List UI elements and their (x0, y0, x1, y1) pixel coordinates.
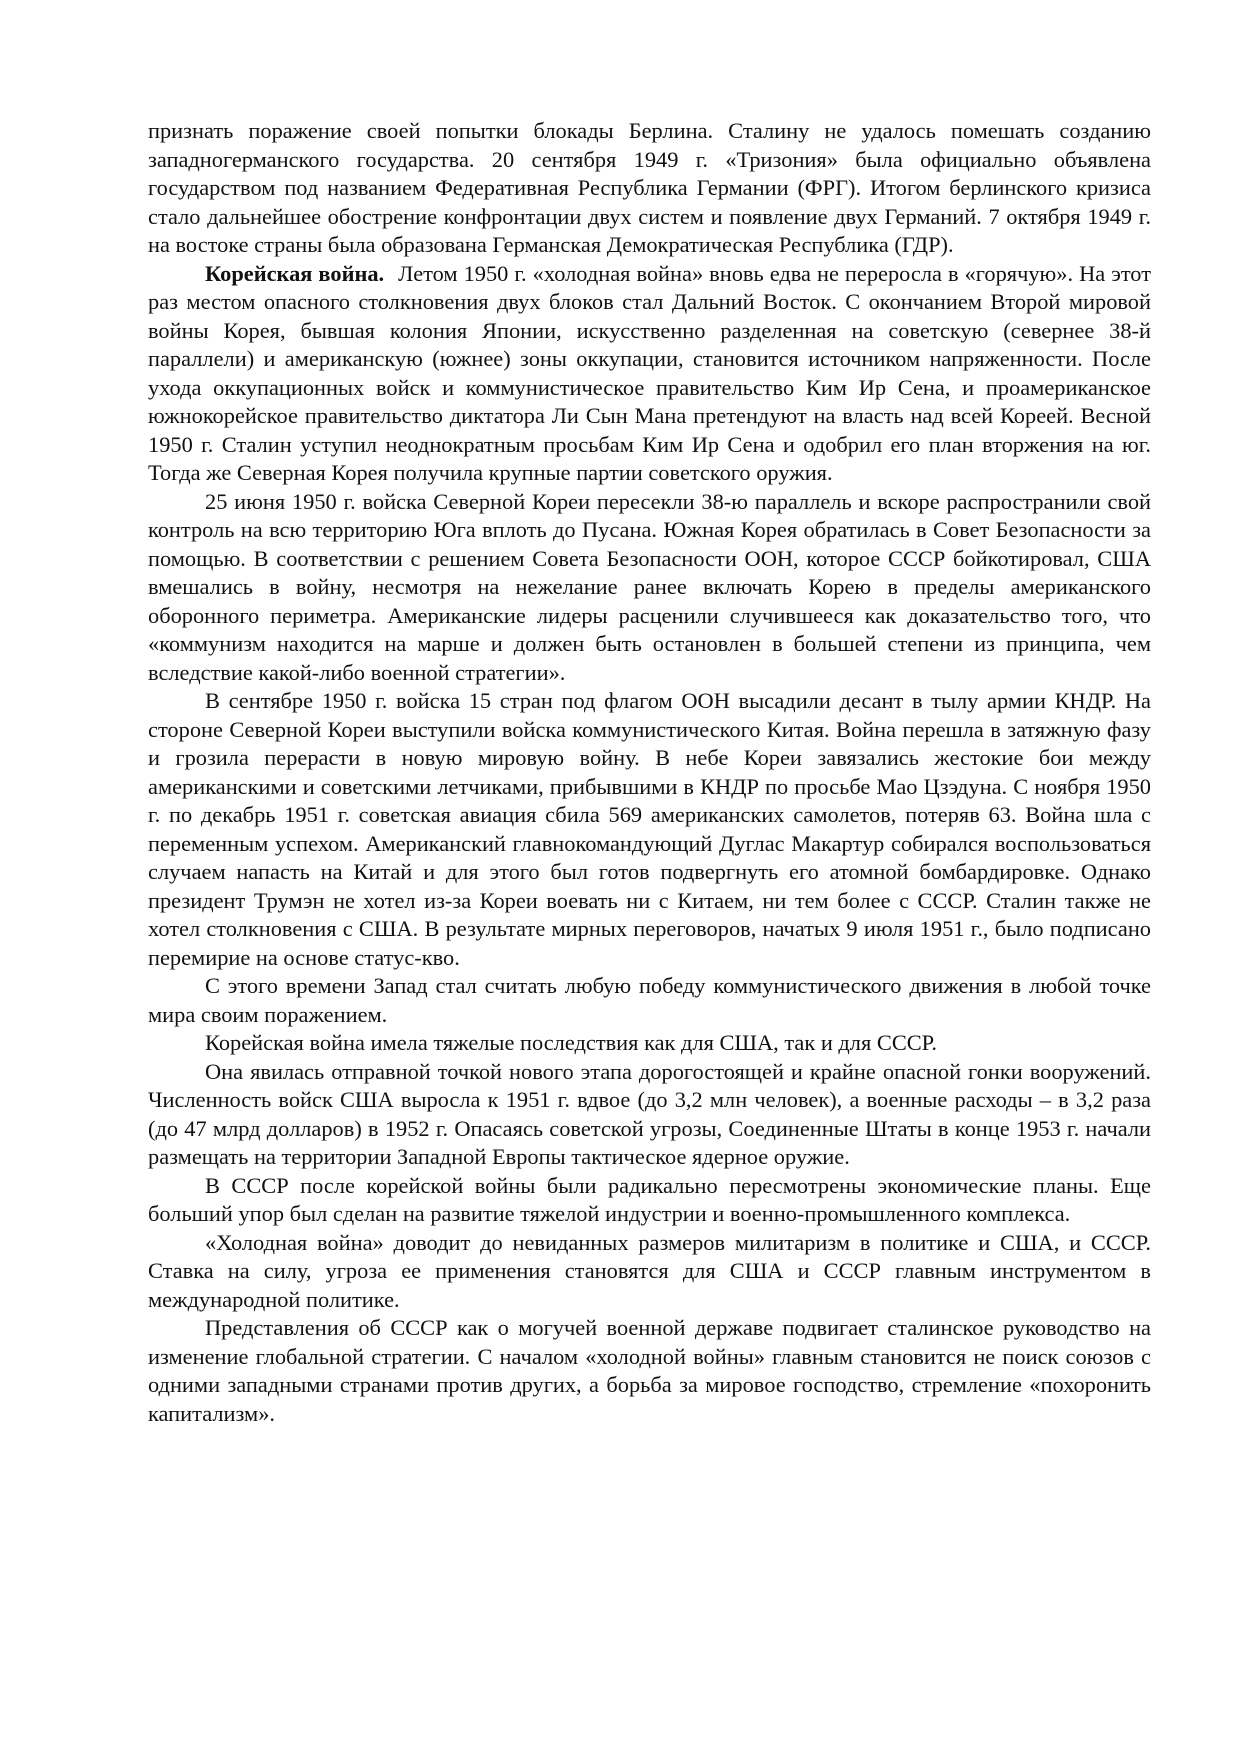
paragraph-text: 25 июня 1950 г. войска Северной Кореи пересекли 38-ю параллель и вскоре распространили свой контроль на всю территорию Юга вплоть до Пусана. Южная Корея обратилась в Совет Безопасности за помощью. В соответствии с решением Совета Безопасности ООН, которое СССР бойкотировал, США вмешались в войну, несмотря на нежелание ранее включать Корею в пределы американского оборонного периметра. Американские лидеры расценили случившееся как доказательство того, что «коммунизм находится на марше и должен быть остановлен в большей степени из принципа, чем вследствие какой-либо военной стратегии». (148, 488, 1151, 685)
paragraph-ussr-plans (148, 1172, 1151, 1229)
paragraph-west-view (148, 972, 1151, 1029)
paragraph-text: С этого времени Запад стал считать любую победу коммунистического движения в любой точке мира своим поражением. (148, 973, 1151, 1027)
paragraph-text: Корейская война имела тяжелые последствия как для США, так и для СССР. (205, 1030, 937, 1055)
section-heading: Корейская война. (205, 260, 385, 286)
paragraph-text: В сентябре 1950 г. войска 15 стран под флагом ООН высадили десант в тылу армии КНДР. На стороне Северной Кореи выступили войска коммунистического Китая. Война перешла в затяжную фазу и грозила перерасти в новую мировую войну. В небе Кореи завязались жестокие бои между американскими и советскими летчиками, прибывшими в КНДР по просьбе Мао Цзэдуна. С ноября 1950 г. по декабрь 1951 г. советская авиация сбила 569 американских самолетов, потеряв 63. Война шла с переменным успехом. Американский главнокомандующий Дуглас Макартур собирался воспользоваться случаем напасть на Китай и для этого был готов подвергнуть его атомной бомбардировке. Однако президент Трумэн не хотел из-за Кореи воевать ни с Китаем, ни тем более с СССР. Сталин также не хотел столкновения с США. В результате мирных переговоров, начатых 9 июля 1951 г., было подписано перемирие на основе статус-кво. (148, 688, 1151, 970)
document-page (148, 117, 1151, 1428)
paragraph-global-strategy (148, 1314, 1151, 1428)
paragraph-text: Представления об СССР как о могучей военной державе подвигает сталинское руководство на изменение глобальной стратегии. С началом «холодной войны» главным становится не поиск союзов с одними западными странами против других, а борьба за мировое господство, стремление «похоронить капитализм». (148, 1315, 1151, 1426)
paragraph-text: «Холодная война» доводит до невиданных размеров милитаризм в политике и США, и СССР. Ставка на силу, угроза ее применения становятся для США и СССР главным инструментом в международной политике. (148, 1229, 1151, 1312)
paragraph-consequences (148, 1029, 1151, 1058)
paragraph-text: В СССР после корейской войны были радикально пересмотрены экономические планы. Еще больший упор был сделан на развитие тяжелой индустрии и военно-промышленного комплекса. (148, 1172, 1151, 1226)
paragraph-text: Она явилась отправной точкой нового этапа дорогостоящей и крайне опасной гонки вооружений. Численность войск США выросла к 1951 г. вдвое (до 3,2 млн человек), а военные расходы – в 3,2 раза (до 47 млрд долларов) в 1952 г. Опасаясь советской угрозы, Соединенные Штаты в конце 1953 г. начали размещать на территории Западной Европы тактическое ядерное оружие. (148, 1058, 1151, 1169)
paragraph-korean-war-heading (148, 260, 1151, 488)
paragraph-june-1950 (148, 488, 1151, 688)
paragraph-text: Летом 1950 г. «холодная война» вновь едва не переросла в «горячую». На этот раз местом опасного столкновения двух блоков стал Дальний Восток. С окончанием Второй мировой войны Корея, бывшая колония Японии, искусственно разделенная на советскую (севернее 38-й параллели) и американскую (южнее) зоны оккупации, становится источником напряженности. После ухода оккупационных войск и коммунистическое правительство Ким Ир Сена, и проамериканское южнокорейское правительство диктатора Ли Сын Мана претендуют на власть над всей Кореей. Весной 1950 г. Сталин уступил неоднократным просьбам Ким Ир Сена и одобрил его план вторжения на юг. Тогда же Северная Корея получила крупные партии советского оружия. (148, 260, 1151, 485)
paragraph-arms-race (148, 1058, 1151, 1172)
paragraph-september-1950 (148, 687, 1151, 972)
paragraph-militarism (148, 1229, 1151, 1315)
paragraph-text: признать поражение своей попытки блокады Берлина. Сталину не удалось помешать созданию западногерманского государства. 20 сентября 1949 г. «Тризония» была официально объявлена государством под названием Федеративная Республика Германии (ФРГ). Итогом берлинского кризиса стало дальнейшее обострение конфронтации двух систем и появление двух Германий. 7 октября 1949 г. на востоке страны была образована Германская Демократическая Республика (ГДР). (148, 118, 1151, 257)
paragraph-berlin-continuation (148, 117, 1151, 260)
